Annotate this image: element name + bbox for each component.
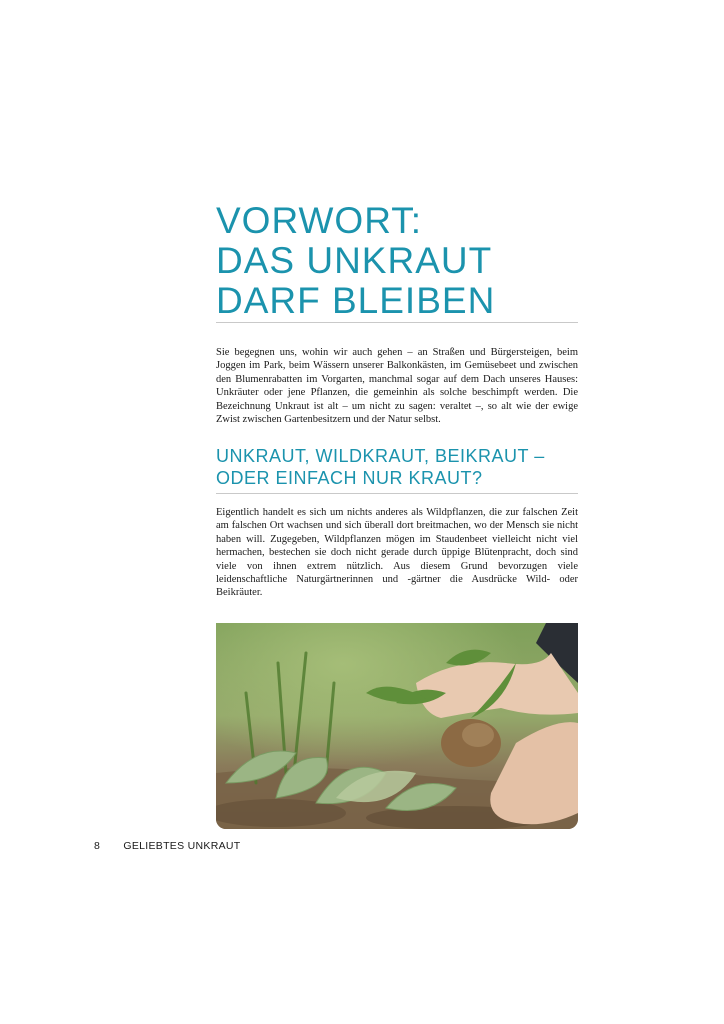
section-divider	[216, 493, 578, 494]
garden-photo	[216, 623, 578, 829]
title-divider	[216, 322, 578, 323]
section-paragraph: Eigentlich handelt es sich um nichts anderes als Wildpflanzen, die zur falschen Zeit am falschen Ort wachsen und sich überall dort breitmachen, wo der Mensch sie nicht haben will. Zugegeben, Wildpflanzen mögen im Staudenbeet vielleicht nicht viel hermachen, bestechen sie doch nicht gerade durch üppige Blütenpracht, doch sind viele von ihnen extrem nützlich. Aus diesem Grund bevorzugen viele leidenschaftliche Naturgärtnerinnen und -gärtner die Ausdrücke Wild- oder Beikräuter.	[216, 507, 578, 599]
section-heading-line-1: UNKRAUT, WILDKRAUT, BEIKRAUT –	[216, 446, 545, 466]
page-number: 8	[94, 840, 101, 852]
section-heading-line-2: ODER EINFACH NUR KRAUT?	[216, 468, 483, 488]
page-footer	[94, 840, 240, 852]
running-title: GELIEBTES UNKRAUT	[123, 840, 241, 852]
section-heading	[216, 445, 578, 489]
title-line-1: VORWORT:	[216, 200, 423, 241]
title-line-2: DAS UNKRAUT	[216, 240, 493, 281]
weeding-hands-image	[216, 623, 578, 829]
page-title	[216, 201, 576, 321]
intro-paragraph: Sie begegnen uns, wohin wir auch gehen – an Straßen und Bürgersteigen, beim Joggen im Park, beim Wässern unserer Balkonkästen, im Gemüsebeet und zwischen den Blumenrabatten im Vorgarten, manchmal sogar auf dem Dach unseres Hauses: Unkräuter oder jene Pflanzen, die gemeinhin als solche beschimpft werden. Die Bezeichnung Unkraut ist alt – um nicht zu sagen: veraltet –, so alt wie der ewige Zwist zwischen Gartenbesitzern und der Natur selbst.	[216, 347, 578, 426]
title-line-3: DARF BLEIBEN	[216, 280, 496, 321]
